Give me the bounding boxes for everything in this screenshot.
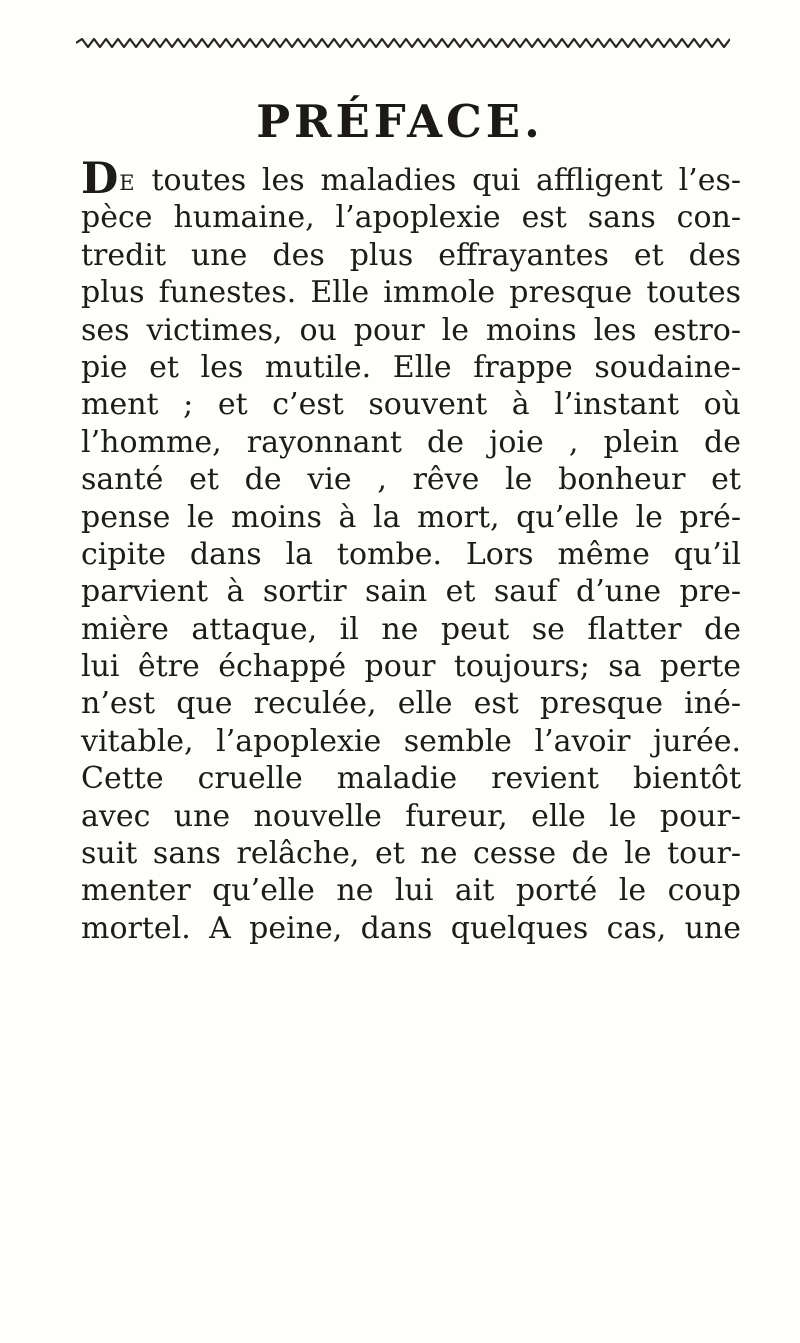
text-line: l’homme, rayonnant de joie , plein de [81,424,741,460]
decorative-border-ornament [76,38,730,48]
text-line: plus funestes. Elle immole presque toutes [81,275,741,311]
text-line: pense le moins à la mort, qu’elle le pré- [81,499,741,535]
text-line: lui être échappé pour toujours; sa perte [81,649,741,685]
text-line: ment ; et c’est souvent à l’instant où [81,387,741,423]
drop-cap: D [81,154,119,204]
text-line: suit sans relâche, et ne cesse de le tour- [81,836,741,872]
text-line: tredit une des plus effrayantes et des [81,237,741,273]
text-line: vitable, l’apoplexie semble l’avoir jurée. [81,723,741,759]
text-line: Cette cruelle maladie revient bientôt [81,761,741,797]
text-line: mortel. A peine, dans quelques cas, une [81,910,741,946]
text-line-1 [81,154,741,204]
text-line: avec une nouvelle fureur, elle le pour- [81,798,741,834]
text-line: menter qu’elle ne lui ait porté le coup [81,873,741,909]
preface-text [81,154,741,947]
text-line-1-rest: toutes les maladies qui affligent l’es- [135,163,741,198]
text-line: cipite dans la tombe. Lors même qu’il [81,536,741,572]
text-line: parvient à sortir sain et sauf d’une pre- [81,574,741,610]
page-title: PRÉFACE. [256,95,544,148]
text-line: ses victimes, ou pour le moins les estro- [81,312,741,348]
text-line: pie et les mutile. Elle frappe soudaine- [81,349,741,385]
text-line: mière attaque, il ne peut se flatter de [81,611,741,647]
text-line: n’est que reculée, elle est presque iné- [81,686,741,722]
text-line: pèce humaine, l’apoplexie est sans con- [81,200,741,236]
text-line: santé et de vie , rêve le bonheur et [81,462,741,498]
small-caps-letter: E [119,171,136,195]
